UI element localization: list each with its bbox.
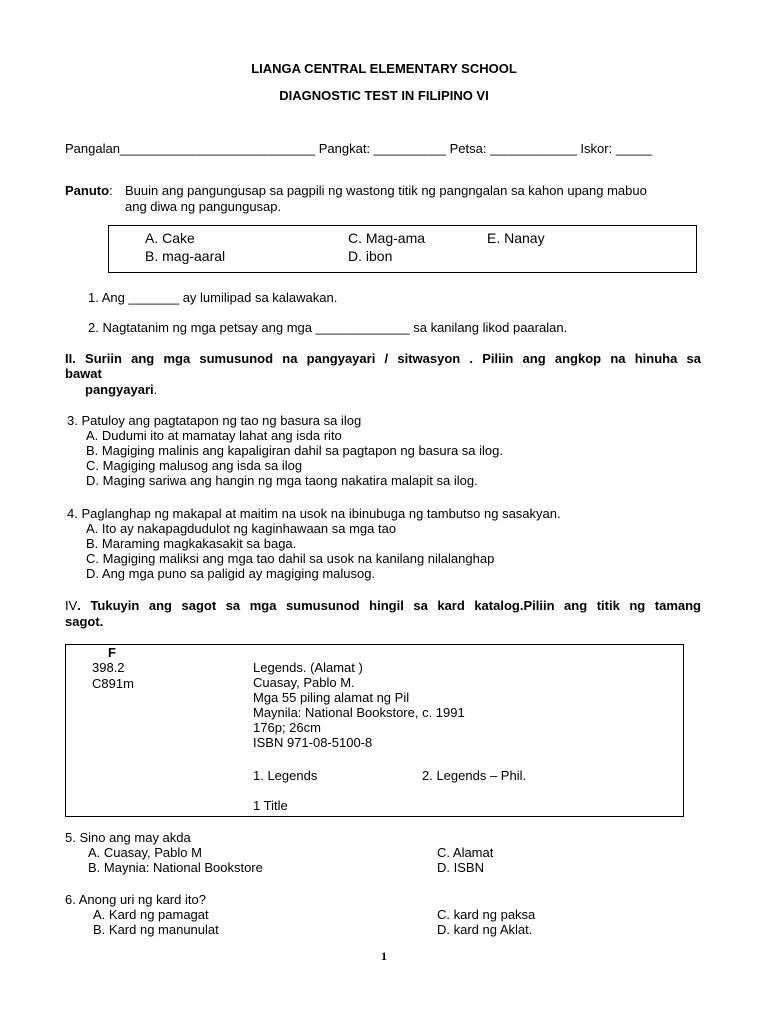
part4-heading-text: . Tukuyin ang sagot sa mga sumusunod hingil sa kard katalog.Piliin ang titik ng tamang <box>77 598 701 613</box>
question-4 <box>67 506 561 581</box>
question-1: 1. Ang _______ ay lumilipad sa kalawakan. <box>88 290 338 305</box>
question-4-option-d: D. Ang mga puno sa paligid ay magiging malusog. <box>86 566 376 581</box>
question-3-text: 3. Patuloy ang pagtatapon ng tao ng basura sa ilog <box>67 413 362 428</box>
question-6-option-b: B. Kard ng manunulat <box>93 922 219 937</box>
question-4-option-a: A. Ito ay nakapagdudulot ng kaginhawaan sa mga tao <box>86 521 397 536</box>
question-5-option-c: C. Alamat <box>437 845 494 860</box>
catalog-tracing-3: 1 Title <box>253 798 288 813</box>
catalog-tracing-2: 2. Legends – Phil. <box>422 768 527 783</box>
question-4-option-c: C. Magiging maliksi ang mga tao dahil sa usok na kanilang nilalanghap <box>86 551 495 566</box>
part4-heading-line-2: sagot. <box>65 614 104 629</box>
choice-c: C. Mag-ama <box>348 230 426 246</box>
test-title: DIAGNOSTIC TEST IN FILIPINO VI <box>279 88 489 103</box>
question-5-option-a: A. Cuasay, Pablo M <box>88 845 202 860</box>
part4-roman: IV <box>65 598 78 613</box>
instructions-label: Panuto <box>65 183 110 198</box>
instructions-line-2: ang diwa ng pangungusap. <box>125 199 282 214</box>
question-3-option-b: B. Magiging malinis ang kapaligiran dahil sa pagtapon ng basura sa ilog. <box>86 443 503 458</box>
catalog-call-number-2: C891m <box>92 676 134 691</box>
question-6-text: 6. Anong uri ng kard ito? <box>65 892 206 907</box>
instructions <box>65 183 113 198</box>
question-4-option-b: B. Maraming magkakasakit sa baga. <box>86 536 297 551</box>
catalog-title: Mga 55 piling alamat ng Pil <box>253 690 410 705</box>
question-3-option-a: A. Dudumi ito at mamatay lahat ang isda rito <box>86 428 342 443</box>
part2-heading-line-2: bawat <box>65 366 102 381</box>
instructions-colon: : <box>109 183 113 198</box>
part2-heading-word: pangyayari <box>85 382 154 397</box>
question-4-text: 4. Paglanghap ng makapal at maitim na usok na ibinubuga ng tambutso ng sasakyan. <box>67 506 561 521</box>
student-info-line: Pangalan___________________________ Pangkat: __________ Petsa: ____________ Iskor: _____ <box>65 141 652 156</box>
catalog-call-number-1: 398.2 <box>92 660 125 675</box>
choice-b: B. mag-aaral <box>145 248 226 264</box>
question-5-text: 5. Sino ang may akda <box>65 830 191 845</box>
question-3 <box>67 413 503 488</box>
catalog-subject: Legends. (Alamat ) <box>253 660 363 675</box>
part4-heading-line-1 <box>65 598 701 613</box>
question-3-option-c: C. Magiging malusog ang isda sa ilog <box>86 458 303 473</box>
catalog-pages: 176p; 26cm <box>253 720 321 735</box>
instructions-line-1: Buuin ang pangungusap sa pagpili ng wastong titik ng pangngalan sa kahon upang mabuo <box>125 183 647 198</box>
catalog-card-body <box>253 660 465 750</box>
question-3-option-d: D. Maging sariwa ang hangin ng mga taong nakatira malapit sa ilog. <box>86 473 478 488</box>
choice-d: D. ibon <box>348 248 393 264</box>
school-name: LIANGA CENTRAL ELEMENTARY SCHOOL <box>251 61 517 76</box>
choice-e: E. Nanay <box>487 230 545 246</box>
question-6-option-c: C. kard ng paksa <box>437 907 536 922</box>
question-6-option-d: D. kard ng Aklat. <box>437 922 533 937</box>
catalog-tracing-1: 1. Legends <box>253 768 318 783</box>
part2-heading-line-1: II. Suriin ang mga sumusunod na pangyayari / sitwasyon . Piliin ang angkop na hinuha sa <box>65 351 701 366</box>
choice-a: A. Cake <box>145 230 195 246</box>
catalog-isbn: ISBN 971-08-5100-8 <box>253 735 373 750</box>
question-5-option-b: B. Maynia: National Bookstore <box>88 860 263 875</box>
page-number: 1 <box>381 949 387 963</box>
question-6-option-a: A. Kard ng pamagat <box>93 907 209 922</box>
question-5-option-d: D. ISBN <box>437 860 484 875</box>
catalog-author: Cuasay, Pablo M. <box>253 675 355 690</box>
part2-heading-line-3 <box>85 382 157 397</box>
question-2: 2. Nagtatanim ng mga petsay ang mga _____________ sa kanilang likod paaralan. <box>88 320 568 335</box>
catalog-card-letter: F <box>108 645 116 660</box>
catalog-publisher: Maynila: National Bookstore, c. 1991 <box>253 705 465 720</box>
part2-heading-dot: . <box>153 382 158 397</box>
